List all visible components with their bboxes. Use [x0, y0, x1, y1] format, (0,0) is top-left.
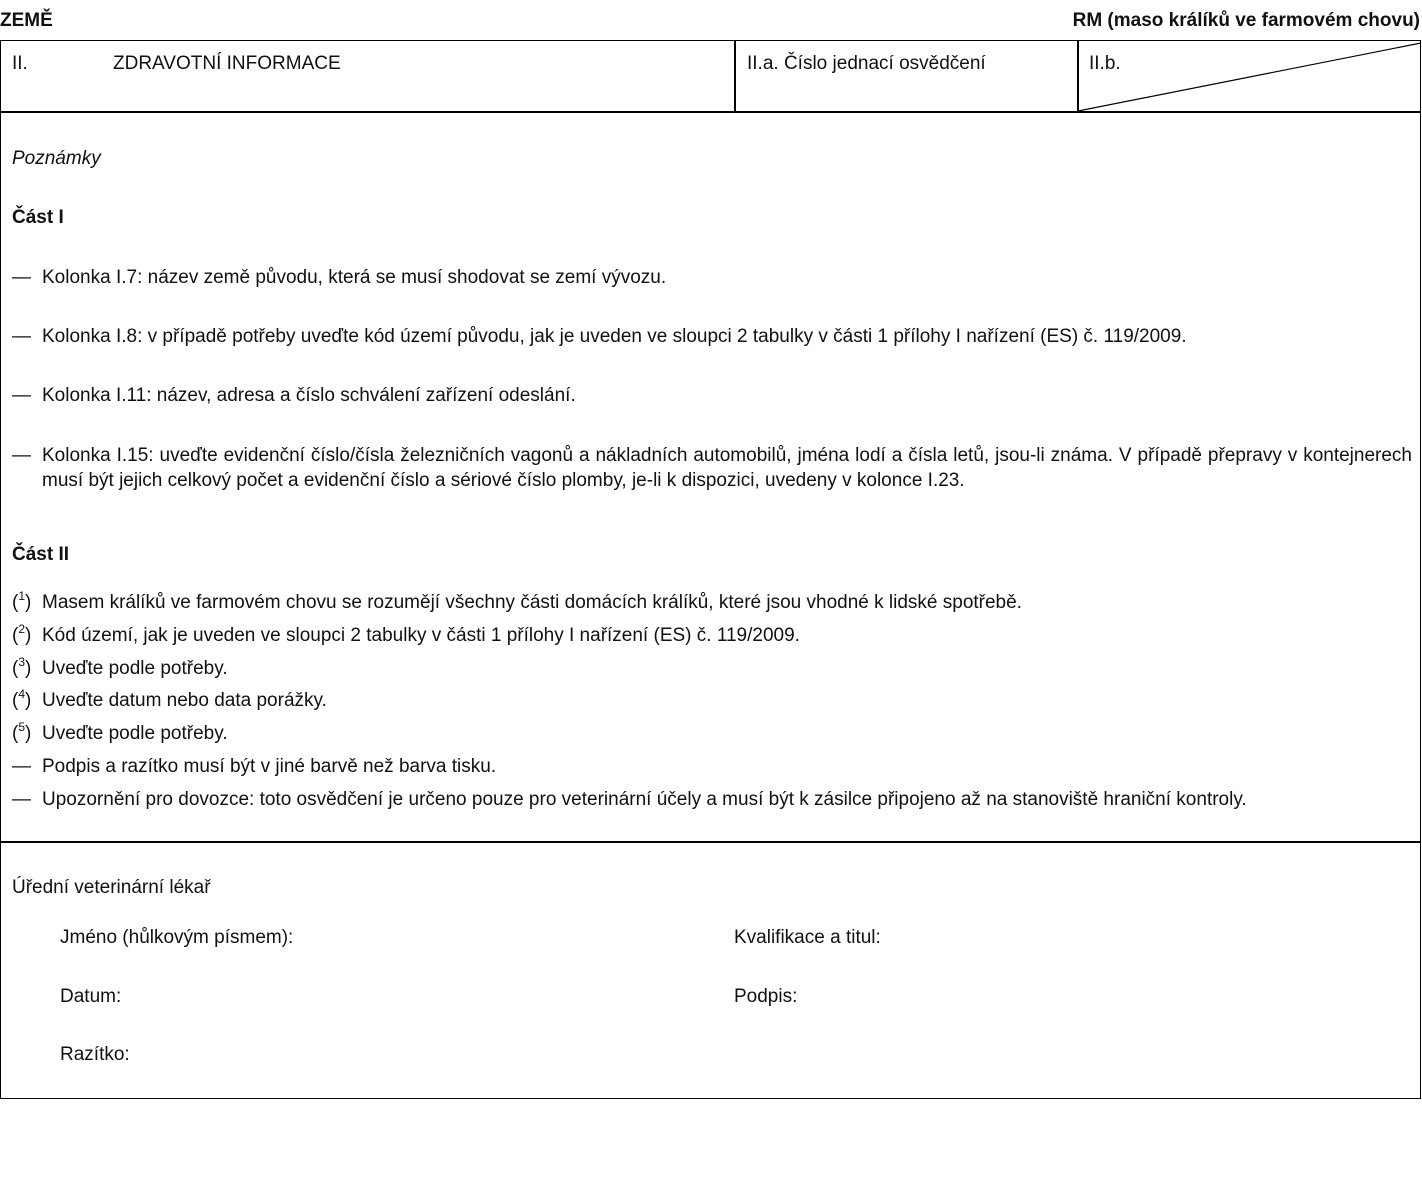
footnote-text: Uveďte podle potřeby.: [42, 723, 228, 744]
official-vet-heading: Úřední veterinární lékař: [12, 877, 211, 898]
notes-heading: Poznámky: [12, 148, 101, 169]
part2-note-2: [12, 789, 1247, 811]
dash-marker: —: [12, 267, 31, 288]
iib-diagonal-line: [1078, 41, 1421, 112]
footnote-5: [12, 720, 228, 745]
dash-marker: —: [12, 326, 31, 347]
section-title: ZDRAVOTNÍ INFORMACE: [113, 53, 341, 74]
footnote-text: Uveďte podle potřeby.: [42, 658, 228, 679]
date-label: Datum:: [60, 986, 122, 1007]
footnote-marker: ($^5$): [12, 720, 32, 744]
note-text: Kolonka I.11: název, adresa a číslo schválení zařízení odeslání.: [42, 385, 576, 406]
footnote-text: Uveďte datum nebo data porážky.: [42, 690, 327, 711]
qualification-label: Kvalifikace a titul:: [734, 927, 881, 948]
signature-label: Podpis:: [734, 986, 798, 1007]
part1-note-2: [12, 326, 1187, 348]
footnote-1: [12, 589, 1022, 614]
dash-marker: —: [12, 385, 31, 406]
part1-note-3: [12, 385, 576, 407]
footnote-marker: ($^4$): [12, 687, 32, 711]
part1-note-1: [12, 267, 666, 289]
dash-marker: —: [12, 756, 31, 777]
footnote-text: Masem králíků ve farmovém chovu se rozumějí všechny části domácích králíků, které jsou vhodné k lidské spotřebě.: [42, 592, 1022, 613]
footnote-3: [12, 655, 228, 680]
name-label: Jméno (hůlkovým písmem):: [60, 927, 294, 948]
part1-note-4: [12, 443, 1412, 493]
signature-divider: [0, 841, 1421, 843]
note-text: Kolonka I.7: název země původu, která se musí shodovat se zemí vývozu.: [42, 267, 667, 288]
footnote-4: [12, 687, 327, 712]
footnote-2: [12, 622, 800, 647]
section-number: II.: [12, 53, 28, 74]
footnote-marker: ($^1$): [12, 589, 32, 613]
note-text: Upozornění pro dovozce: toto osvědčení je určeno pouze pro veterinární účely a musí být k zásilce připojeno až na stanoviště hraniční kontroly.: [42, 789, 1247, 810]
note-text: Podpis a razítko musí být v jiné barvě než barva tisku.: [42, 756, 497, 777]
part2-heading: Část II: [12, 544, 70, 565]
model-label: RM (maso králíků ve farmovém chovu): [1072, 10, 1420, 31]
stamp-label: Razítko:: [60, 1044, 130, 1065]
note-text: Kolonka I.15: uveďte evidenční číslo/čísla železničních vagonů a nákladních automobilů, jména lodí a čísla letů, jsou-li známa. V případě přepravy v kontejnerech musí být jejich celkový počet a evidenční číslo a sériové číslo plomby, je-li k dispozici, uvedeny v kolonce I.23.: [42, 445, 1412, 491]
part2-note-1: [12, 756, 496, 778]
country-label: ZEMĚ: [0, 10, 53, 31]
iib-label: II.b.: [1089, 53, 1121, 74]
footnote-marker: ($^3$): [12, 655, 32, 679]
note-text: Kolonka I.8: v případě potřeby uveďte kód území původu, jak je uveden ve sloupci 2 tabulky v části 1 přílohy I nařízení (ES) č. 119/2009.: [42, 326, 1187, 347]
header-col-divider-1: [734, 40, 736, 112]
footnote-marker: ($^2$): [12, 622, 32, 646]
part1-heading: Část I: [12, 207, 64, 228]
certificate-reference-label: II.a. Číslo jednací osvědčení: [747, 53, 986, 74]
footnote-text: Kód území, jak je uveden ve sloupci 2 tabulky v části 1 přílohy I nařízení (ES) č. 119/2009.: [42, 625, 800, 646]
dash-marker: —: [12, 789, 31, 810]
dash-marker: —: [12, 445, 31, 466]
